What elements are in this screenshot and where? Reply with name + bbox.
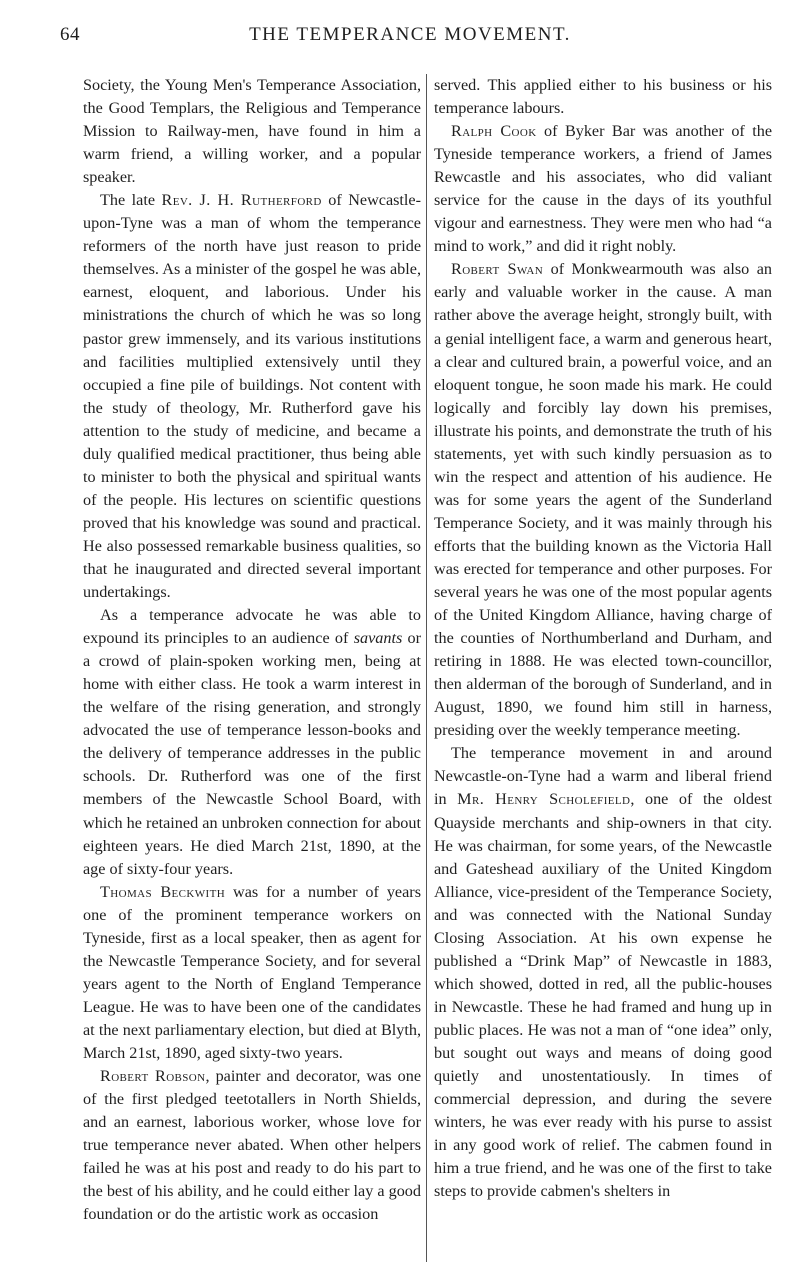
paragraph <box>83 74 421 189</box>
italic-term: savants <box>353 629 403 648</box>
paragraph <box>83 189 421 604</box>
paragraph-text: , one of the oldest Quayside merchants and ship-owners in that city. He was chairman, for some years, of the Newcastle and Gateshead auxiliary of the United Kingdom Alliance, vice-president of the Temperance Society, and was connected with the National Sunday Closing Association. At his own expense he published a “Drink Map” of Newcastle in 1883, which showed, dotted in red, all the public-houses in Newcastle. These he had framed and hung up in public places. He was not a man of “one idea” only, but sought out ways and means of doing good quietly and unostentatiously. In times of commercial depression, and during the severe winters, he was ever ready with his purse to assist in any good work of relief. The cabmen found in him a true friend, and he was one of the first to take steps to provide cabmen's shelters in <box>434 790 772 1201</box>
paragraph <box>83 881 421 1065</box>
paragraph <box>434 258 772 742</box>
person-name: Rev. J. H. Rutherford <box>161 191 322 210</box>
paragraph-text: or a crowd of plain-spoken working men, being at home with either class. He took a warm interest in the welfare of the rising generation, and strongly advocated the use of temperance lesson-books and the delivery of temperance addresses in the public schools. Dr. Rutherford was one of the first members of the Newcastle School Board, with which he retained an unbroken connection for about eighteen years. He died March 21st, 1890, at the age of sixty-four years. <box>83 629 422 878</box>
paragraph-text: of Newcastle-upon-Tyne was a man of whom the temperance reformers of the north have just reason to pride themselves. As a minister of the gospel he was able, earnest, eloquent, and laborious. Under his ministrations the church of which he was so long pastor grew immensely, and its various institutions and facilities multiplied extensively until they occupied a fine pile of buildings. Not content with the study of theology, Mr. Rutherford gave his attention to the study of medicine, and became a duly qualified medical practitioner, thus being able to minister to both the physical and spiritual wants of the people. His lectures on scientific questions proved that his knowledge was sound and practical. He also possessed remarkable business qualities, so that he inaugurated and directed several important undertakings. <box>83 191 422 602</box>
paragraph-text: of Byker Bar was another of the Tyneside temperance workers, a friend of James Rewcastle and his associates, who did valiant service for the cause in the days of its youthful vigour and earnestness. They were men who had “a mind to work,” and did it right nobly. <box>434 122 773 256</box>
paragraph-text: served. This applied either to his business or his temperance labours. <box>434 76 772 118</box>
person-name: Robert Robson <box>100 1067 206 1086</box>
paragraph-text: was for a number of years one of the prominent temperance workers on Tyneside, first as a local speaker, then as agent for the Newcastle Temperance Society, and for several years agent to the North of England Temperance League. He was to have been one of the candidates at the next parliamentary election, but died at Blyth, March 21st, 1890, aged sixty-two years. <box>83 882 421 1062</box>
paragraph-text: The temperance movement in and around Newcastle-on-Tyne had a warm and liberal friend in <box>434 744 772 809</box>
person-name: Mr. Henry Scholefield <box>457 790 631 809</box>
paragraph-text: As a temperance advocate he was able to expound its principles to an audience of <box>83 606 421 648</box>
person-name: Thomas Beckwith <box>100 882 226 901</box>
person-name: Ralph Cook <box>451 122 537 141</box>
paragraph <box>434 742 772 1203</box>
paragraph-text: The late <box>100 191 162 210</box>
running-header <box>60 24 760 56</box>
left-column <box>83 74 421 1226</box>
paragraph <box>434 74 772 120</box>
column-divider <box>426 74 427 1262</box>
page-number: 64 <box>60 24 80 45</box>
paragraph <box>83 604 421 881</box>
running-title: THE TEMPERANCE MOVEMENT. <box>249 24 571 45</box>
paragraph <box>83 1065 421 1226</box>
person-name: Robert Swan <box>451 260 544 279</box>
paragraph-text: , painter and decorator, was one of the first pledged teetotallers in North Shields, and an earnest, laborious worker, whose love for true temperance never abated. When other helpers failed he was at his post and ready to do his part to the best of his ability, and he could either lay a good foundation or do the artistic work as occasion <box>83 1067 421 1224</box>
paragraph-text: Society, the Young Men's Temperance Association, the Good Templars, the Religious and Temperance Mission to Railway-men, have found in him a warm friend, a willing worker, and a popular speaker. <box>83 76 421 187</box>
paragraph <box>434 120 772 258</box>
paragraph-text: of Monkwearmouth was also an early and valuable worker in the cause. A man rather above the average height, strongly built, with a genial intelligent face, a warm and generous heart, a clear and cultured brain, a powerful voice, and an eloquent tongue, he soon made his mark. He could logically and forcibly lay down his premises, illustrate his points, and demonstrate the truth of his statements, yet with such kindly persuasion as to win the respect and attention of his audience. He was for some years the agent of the Sunderland Temperance Society, and it was mainly through his efforts that the building known as the Victoria Hall was erected for temperance and other purposes. For several years he was one of the most popular agents of the United Kingdom Alliance, having charge of the counties of Northumberland and Durham, and retiring in 1888. He was elected town-councillor, then alderman of the borough of Sunderland, and in August, 1890, we found him still in harness, presiding over the weekly temperance meeting. <box>434 260 772 740</box>
right-column <box>434 74 772 1203</box>
